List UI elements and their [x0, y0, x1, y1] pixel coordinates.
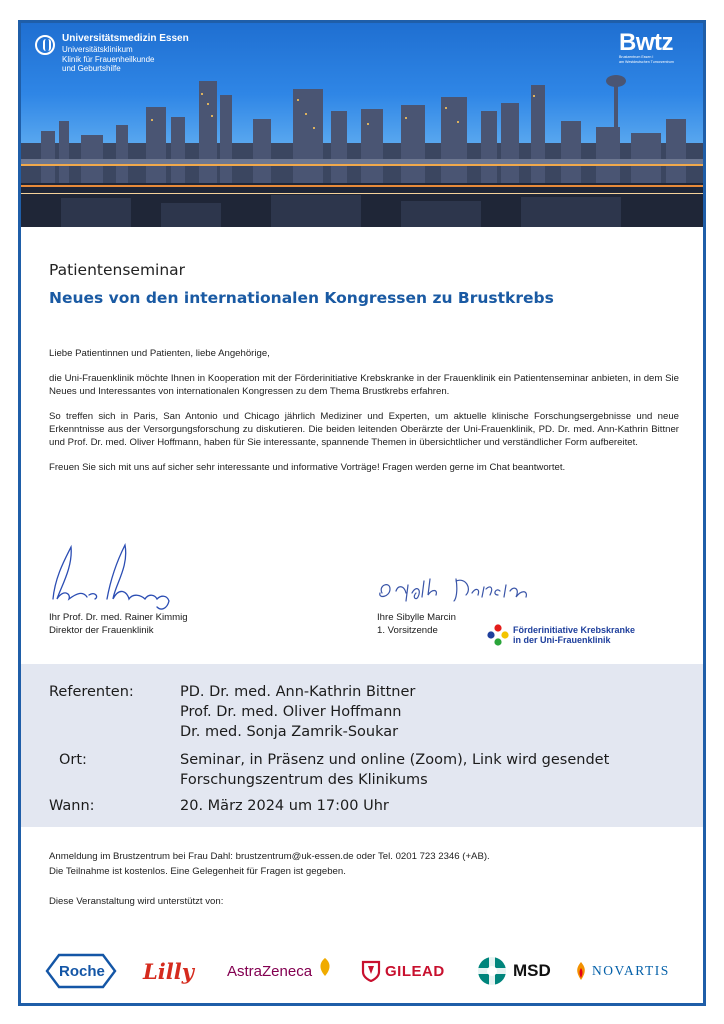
header-banner [21, 23, 703, 227]
novartis-logo [573, 951, 670, 991]
fi-line2: in der Uni-Frauenklinik [513, 635, 611, 645]
foerderinitiative-logo [487, 624, 635, 646]
ort-label: Ort: [59, 752, 87, 768]
lilly-text: Lilly [143, 958, 194, 984]
uk-essen-logo [35, 33, 189, 74]
signer-right-name: Ihre Sibylle Marcin [377, 612, 456, 623]
bwtz-sub1: Brustzentrum Essen I [619, 55, 654, 59]
roche-text: Roche [59, 962, 105, 980]
msd-mark-icon [475, 956, 509, 986]
bwtz-sub2: am Westdeutschen Tumorzentrum [619, 59, 674, 64]
astrazeneca-text: AstraZeneca [227, 962, 313, 980]
astrazeneca-logo [227, 951, 336, 991]
wann-label: Wann: [49, 798, 95, 814]
lilly-logo [143, 951, 194, 991]
ort-line-1: Seminar, in Präsenz und online (Zoom), Link wird gesendet [180, 752, 610, 768]
org-line2: Universitätsklinikum [62, 45, 133, 54]
greeting: Liebe Patientinnen und Patienten, liebe Angehörige, [49, 348, 270, 359]
msd-text: MSD [513, 961, 551, 980]
seminar-kicker: Patientenseminar [49, 261, 186, 279]
fi-line1: Förderinitiative Krebskranke [513, 625, 636, 635]
supported-by-line: Diese Veranstaltung wird unterstützt von: [49, 896, 224, 907]
signature-marcin [376, 571, 566, 611]
foerderinitiative-dots-icon [487, 624, 509, 646]
referent-2: Prof. Dr. med. Oliver Hoffmann [180, 704, 402, 720]
referent-1: PD. Dr. med. Ann-Kathrin Bittner [180, 684, 416, 700]
bwtz-logo-text: Bwtz [619, 29, 673, 56]
page-title: Neues von den internationalen Kongressen zu Brustkrebs [49, 289, 554, 307]
signer-left-name: Ihr Prof. Dr. med. Rainer Kimmig [49, 612, 188, 623]
uk-essen-emblem-icon [35, 35, 55, 55]
sponsor-logos [45, 951, 685, 991]
registration-info [49, 849, 490, 909]
page-frame [18, 20, 706, 1006]
event-info-box [21, 664, 703, 827]
paragraph-3: Freuen Sie sich mit uns auf sicher sehr interessante und informative Vorträge! Fragen werden gerne im Chat beantwortet. [49, 462, 566, 473]
free-participation-line: Die Teilnahme ist kostenlos. Eine Gelegenheit für Fragen ist gegeben. [49, 866, 346, 877]
wann-value: 20. März 2024 um 17:00 Uhr [180, 798, 389, 814]
ort-line-2: Forschungszentrum des Klinikums [180, 772, 428, 788]
astrazeneca-swirl-icon [314, 956, 336, 978]
gilead-shield-icon [361, 960, 381, 982]
paragraph-1: die Uni-Frauenklinik möchte Ihnen in Kooperation mit der Förderinitiative Krebskranke in der Frauenklinik ein Patientenseminar anbieten, in dem Sie Neues und Interessantes von internationalen Kongressen zu dem Thema Brustkrebs erfahren. [49, 373, 679, 397]
signature-right-text [377, 611, 456, 637]
signer-right-role: 1. Vorsitzende [377, 625, 438, 636]
registration-line: Anmeldung im Brustzentrum bei Frau Dahl: brustzentrum@uk-essen.de oder Tel. 0201 723 2346 (+AB). [49, 851, 490, 862]
signer-left-role: Direktor der Frauenklinik [49, 625, 154, 636]
referent-3: Dr. med. Sonja Zamrik-Soukar [180, 724, 399, 740]
gilead-text: GILEAD [385, 962, 445, 980]
org-line4: und Geburtshilfe [62, 64, 121, 73]
gilead-logo [361, 951, 445, 991]
signature-kimmig [49, 537, 189, 617]
referenten-label: Referenten: [49, 684, 134, 700]
roche-logo [45, 951, 105, 991]
bwtz-logo [619, 31, 689, 64]
signature-left-text [49, 611, 188, 637]
paragraph-2: So treffen sich in Paris, San Antonio und Chicago jährlich Mediziner und Experten, um aktuelle klinische Forschungsergebnisse und neue Erkenntnisse aus der Versorgungsforschung zu diskutieren. Die beiden leitenden Oberärzte der Uni-Frauenklinik, PD. Dr. med. Ann-Kathrin Bittner und Prof. Dr. med. Oliver Hoffmann, haben für Sie interessante, spannende Themen in übersichtlicher und verständlicher Form aufbereitet. [49, 411, 679, 448]
novartis-text: NOVARTIS [592, 963, 670, 978]
org-line3: Klinik für Frauenheilkunde [62, 54, 155, 64]
org-name: Universitätsmedizin Essen [62, 33, 189, 44]
letter-body [49, 347, 679, 486]
novartis-flame-icon [573, 961, 589, 981]
msd-logo [475, 951, 551, 991]
